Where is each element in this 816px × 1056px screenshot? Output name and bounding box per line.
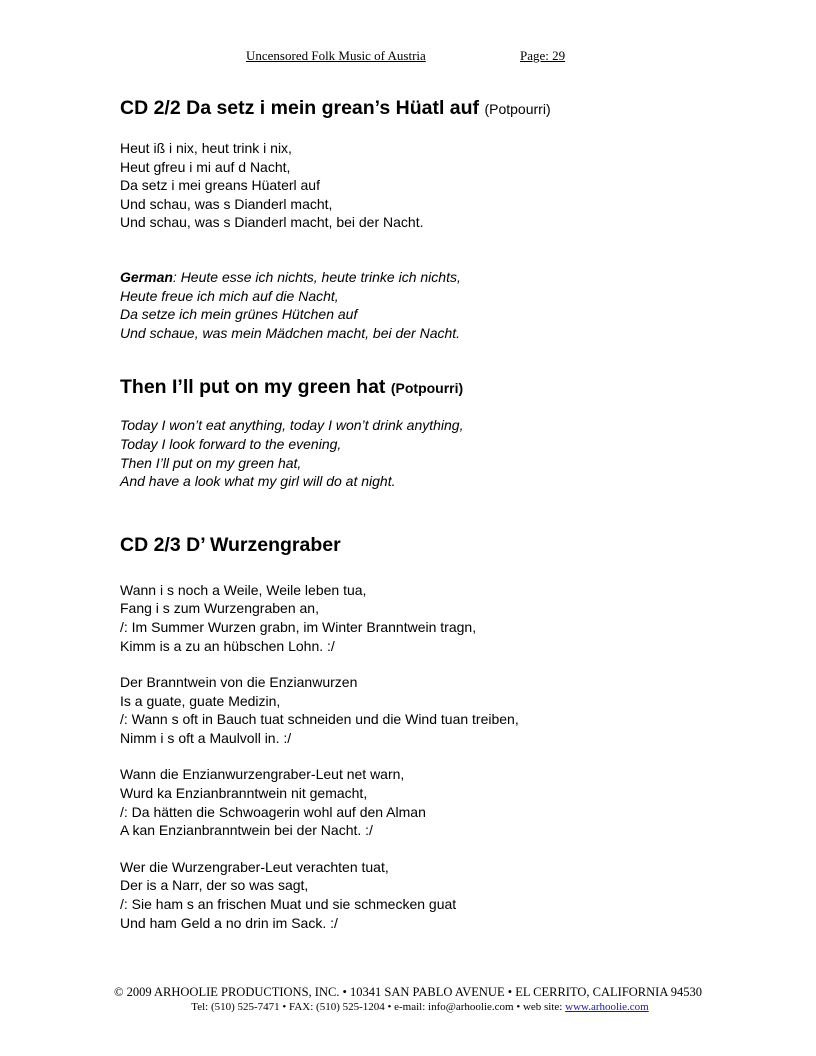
lyric-line: /: Wann s oft in Bauch tuat schneiden und die Wind tuan treiben, (120, 711, 519, 728)
lyric-line: Da setze ich mein grünes Hütchen auf (120, 306, 358, 323)
lyric-line: /: Im Summer Wurzen grabn, im Winter Branntwein tragn, (120, 618, 477, 635)
song-heading-title: Then I’ll put on my green hat (120, 376, 386, 399)
song-heading-english (120, 375, 740, 400)
lyric-line: Wer die Wurzengraber-Leut verachten tuat, (120, 858, 389, 875)
lyric-line: Und schau, was s Dianderl macht, bei der Nacht. (120, 214, 424, 231)
page-footer (0, 985, 816, 1014)
german-translation (120, 268, 740, 342)
lyric-line: Heut gfreu i mi auf d Nacht, (120, 158, 291, 175)
song-heading-cd2-2 (120, 96, 740, 121)
lyric-line: Fang i s zum Wurzengraben an, (120, 600, 319, 617)
lyric-line: Today I look forward to the evening, (120, 435, 342, 452)
footer-contact-text: Tel: (510) 525-7471 • FAX: (510) 525-1204 • e-mail: info@arhoolie.com • web site: (191, 1001, 566, 1013)
lyrics-stanza (120, 581, 740, 655)
german-label: German (120, 268, 173, 285)
lyrics-stanza (120, 673, 740, 747)
lyric-line: Heut iß i nix, heut trink i nix, (120, 140, 292, 156)
lyric-line: /: Sie ham s an frischen Muat und sie schmecken guat (120, 896, 457, 913)
lyrics-stanza (120, 858, 740, 932)
song-heading-subtitle: (Potpourri) (484, 101, 551, 117)
lyric-line (120, 268, 740, 287)
page-number: Page: 29 (520, 48, 566, 63)
footer-contact (0, 1000, 816, 1014)
lyric-line: Und schaue, was mein Mädchen macht, bei der Nacht. (120, 324, 461, 341)
song-heading-cd2-3 (120, 533, 740, 557)
german-line-text: : Heute esse ich nichts, heute trinke ich nichts, (172, 268, 461, 285)
document-title: Uncensored Folk Music of Austria (246, 48, 426, 63)
lyric-line: Da setz i mei greans Hüaterl auf (120, 177, 320, 194)
page-header (0, 48, 816, 68)
lyric-line: Is a guate, guate Medizin, (120, 692, 281, 709)
song-heading-title: CD 2/2 Da setz i mein grean’s Hüatl auf (120, 97, 480, 119)
lyric-line: Kimm is a zu an hübschen Lohn. :/ (120, 637, 335, 654)
lyric-line: /: Da hätten die Schwoagerin wohl auf den Alman (120, 803, 426, 820)
lyric-line: A kan Enzianbranntwein bei der Nacht. :/ (120, 822, 373, 839)
song-heading-title: CD 2/3 D’ Wurzengraber (120, 533, 341, 556)
lyric-line: Und ham Geld a no drin im Sack. :/ (120, 914, 338, 931)
lyric-line: Wann i s noch a Weile, Weile leben tua, (120, 581, 367, 598)
lyric-line: Und schau, was s Dianderl macht, (120, 195, 333, 212)
lyric-line: Then I’ll put on my green hat, (120, 454, 302, 471)
lyric-line: Der Branntwein von die Enzianwurzen (120, 674, 358, 691)
lyrics-stanza (120, 139, 740, 232)
lyric-line: And have a look what my girl will do at night. (120, 473, 396, 490)
page-content (120, 96, 740, 932)
lyric-line: Today I won’t eat anything, today I won’t drink anything, (120, 417, 464, 434)
lyric-line: Nimm i s oft a Maulvoll in. :/ (120, 729, 292, 746)
website-link[interactable]: www.arhoolie.com (565, 1001, 649, 1013)
english-translation (120, 416, 740, 490)
lyric-line: Heute freue ich mich auf die Nacht, (120, 287, 339, 304)
lyric-line: Wurd ka Enzianbranntwein nit gemacht, (120, 785, 368, 802)
lyric-line: Der is a Narr, der so was sagt, (120, 877, 309, 894)
lyrics-stanza (120, 765, 740, 839)
song-heading-subtitle: (Potpourri) (390, 380, 464, 397)
footer-copyright: © 2009 ARHOOLIE PRODUCTIONS, INC. • 10341 SAN PABLO AVENUE • EL CERRITO, CALIFORNIA 94530 (113, 985, 703, 999)
lyric-line: Wann die Enzianwurzengraber-Leut net warn, (120, 766, 405, 783)
